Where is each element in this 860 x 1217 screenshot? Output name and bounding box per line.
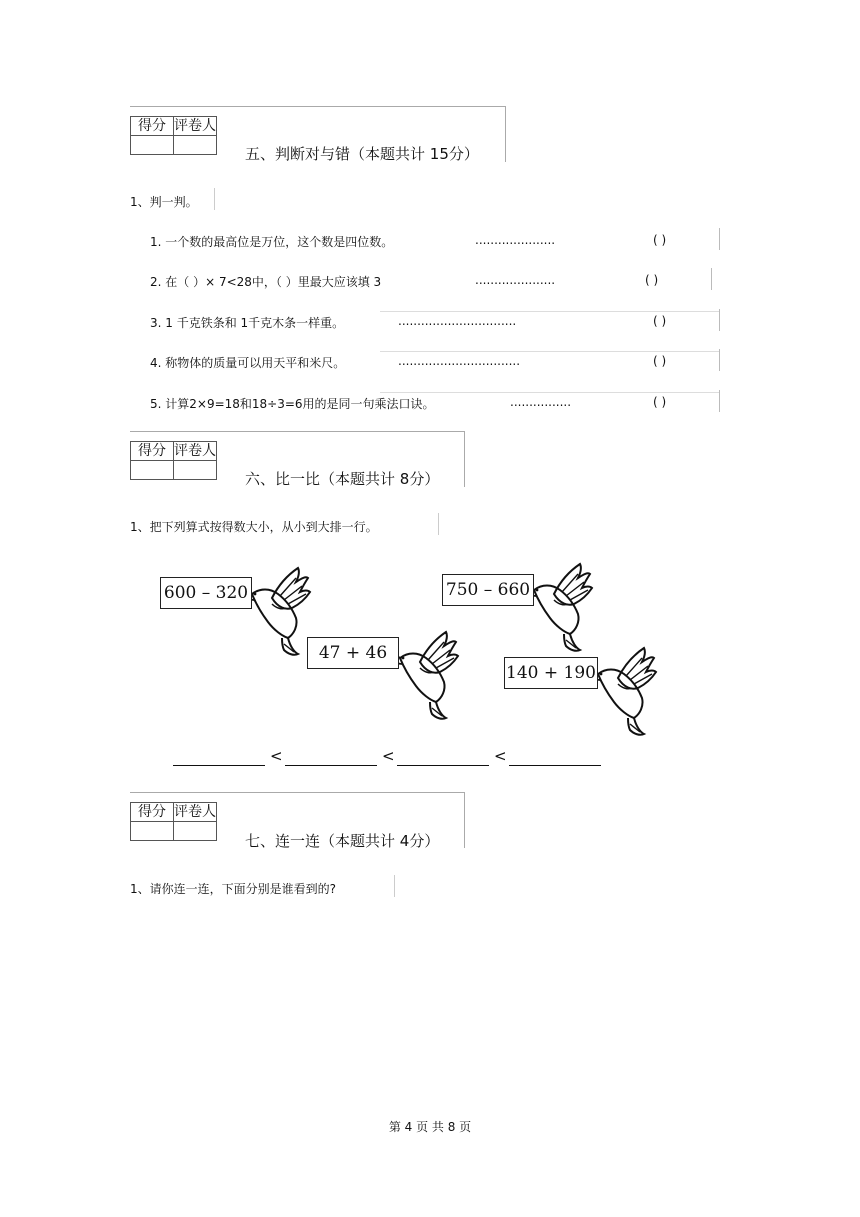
item-text: 5. 计算2×9=18和18÷3=6用的是同一句乘法口诀。: [150, 397, 435, 411]
less-than-sign: <: [382, 747, 395, 765]
section5-question: 1、判一判。: [130, 195, 198, 209]
divider: [394, 875, 395, 897]
item-text: 1. 一个数的最高位是万位，这个数是四位数。: [150, 235, 394, 249]
score-label: 得分: [131, 442, 174, 461]
grader-cell: [174, 822, 217, 841]
item-dots: ................................: [398, 354, 521, 368]
less-than-sign: <: [494, 747, 507, 765]
grader-label: 评卷人: [174, 443, 216, 459]
answer-paren[interactable]: ( ): [653, 354, 667, 368]
item-text: 2. 在（ ）× 7<28中，（ ）里最大应该填 3: [150, 275, 382, 289]
expression-box: 140 + 190: [504, 657, 598, 689]
item-text: 3. 1 千克铁条和 1千克木条一样重。: [150, 316, 345, 330]
grader-label: 评卷人: [174, 118, 216, 134]
item-dots: .....................: [475, 233, 556, 247]
expression-box: 750 – 660: [442, 574, 534, 606]
expression-box: 600 – 320: [160, 577, 252, 609]
answer-paren[interactable]: ( ): [653, 233, 667, 247]
item-text: 4. 称物体的质量可以用天平和米尺。: [150, 356, 346, 370]
answer-paren[interactable]: ( ): [653, 314, 667, 328]
answer-paren[interactable]: ( ): [653, 395, 667, 409]
answer-paren[interactable]: ( ): [645, 273, 659, 287]
less-than-sign: <: [270, 747, 283, 765]
item-dots: ................: [510, 395, 572, 409]
section5-title: 五、判断对与错（本题共计 15分）: [245, 145, 479, 163]
answer-blank-4[interactable]: [509, 765, 601, 766]
expression-box: 47 + 46: [307, 637, 399, 669]
score-label: 得分: [131, 117, 174, 136]
item-dots: ...............................: [398, 314, 517, 328]
score-cell: [131, 822, 174, 841]
answer-blank-1[interactable]: [173, 765, 265, 766]
section6-title: 六、比一比（本题共计 8分）: [245, 470, 440, 488]
section7-question: 1、请你连一连，下面分别是谁看到的?: [130, 882, 337, 896]
page-footer: 第 4 页 共 8 页: [388, 1120, 472, 1134]
answer-blank-3[interactable]: [397, 765, 489, 766]
answer-blank-2[interactable]: [285, 765, 377, 766]
score-label: 得分: [131, 803, 174, 822]
item-dots: .....................: [475, 273, 556, 287]
section7-title: 七、连一连（本题共计 4分）: [245, 832, 440, 850]
section6-question: 1、把下列算式按得数大小，从小到大排一行。: [130, 520, 378, 534]
grader-label: 评卷人: [174, 804, 216, 820]
